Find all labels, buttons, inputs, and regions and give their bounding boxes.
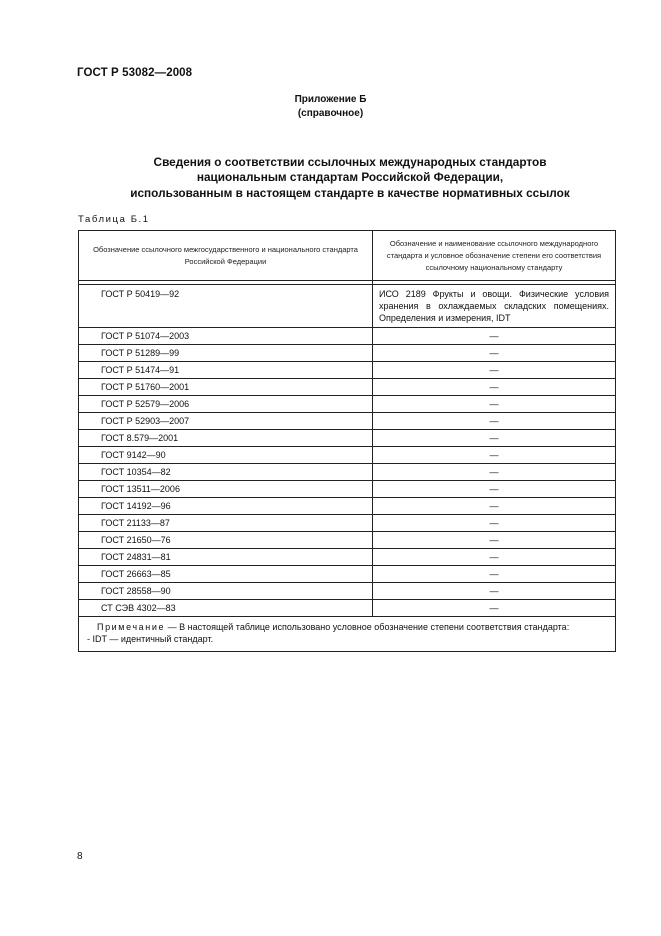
note-text: — В настоящей таблице использовано условное обозначение степени соответствия стандарта: bbox=[165, 622, 570, 632]
table-row bbox=[79, 328, 616, 345]
national-standard-code: ГОСТ 21133—87 bbox=[79, 515, 373, 532]
national-standard-code: ГОСТ 26663—85 bbox=[79, 566, 373, 583]
national-standard-code: СТ СЭВ 4302—83 bbox=[79, 600, 373, 617]
international-standard-info: — bbox=[373, 413, 616, 430]
title-line-2: национальным стандартам Российской Федерации, bbox=[196, 170, 504, 184]
table-row bbox=[79, 447, 616, 464]
table-caption: Таблица Б.1 bbox=[78, 214, 150, 225]
standards-table bbox=[78, 230, 616, 652]
appendix-type: (справочное) bbox=[297, 108, 364, 119]
international-standard-info: — bbox=[373, 515, 616, 532]
international-standard-info: — bbox=[373, 328, 616, 345]
national-standard-code: ГОСТ Р 51289—99 bbox=[79, 345, 373, 362]
national-standard-code: ГОСТ 28558—90 bbox=[79, 583, 373, 600]
national-standard-code: ГОСТ Р 51760—2001 bbox=[79, 379, 373, 396]
column-header-national: Обозначение ссылочного межгосударственного и национального стандарта Российской Федерации bbox=[79, 231, 373, 281]
table-row bbox=[79, 362, 616, 379]
national-standard-code: ГОСТ 9142—90 bbox=[79, 447, 373, 464]
national-standard-code: ГОСТ Р 52903—2007 bbox=[79, 413, 373, 430]
international-standard-info: — bbox=[373, 583, 616, 600]
national-standard-code: ГОСТ Р 52579—2006 bbox=[79, 396, 373, 413]
international-standard-info: — bbox=[373, 447, 616, 464]
table-note-row bbox=[79, 617, 616, 652]
international-standard-info: — bbox=[373, 396, 616, 413]
title-line-3: использованным в настоящем стандарте в качестве нормативных ссылок bbox=[130, 186, 570, 200]
international-standard-info: — bbox=[373, 430, 616, 447]
national-standard-code: ГОСТ Р 51474—91 bbox=[79, 362, 373, 379]
table-row bbox=[79, 430, 616, 447]
national-standard-code: ГОСТ Р 51074—2003 bbox=[79, 328, 373, 345]
international-standard-info: — bbox=[373, 549, 616, 566]
international-standard-info: — bbox=[373, 464, 616, 481]
page-number: 8 bbox=[77, 851, 83, 862]
international-standard-info: — bbox=[373, 498, 616, 515]
international-standard-info: ИСО 2189 Фрукты и овощи. Физические условия хранения в охлаждаемых складских помещениях. Определения и измерения, IDT bbox=[373, 285, 616, 328]
note-item: - IDT — идентичный стандарт. bbox=[87, 634, 214, 644]
national-standard-code: ГОСТ 13511—2006 bbox=[79, 481, 373, 498]
table-row bbox=[79, 345, 616, 362]
table-row bbox=[79, 481, 616, 498]
national-standard-code: ГОСТ 14192—96 bbox=[79, 498, 373, 515]
table-header-row bbox=[79, 231, 616, 281]
table-row bbox=[79, 285, 616, 328]
national-standard-code: ГОСТ 8.579—2001 bbox=[79, 430, 373, 447]
table-row bbox=[79, 413, 616, 430]
table-row bbox=[79, 532, 616, 549]
table-row bbox=[79, 396, 616, 413]
table-note bbox=[79, 617, 616, 652]
table-row bbox=[79, 600, 616, 617]
international-standard-info: — bbox=[373, 566, 616, 583]
appendix-label: Приложение Б bbox=[294, 94, 367, 105]
table-row bbox=[79, 583, 616, 600]
international-standard-info: — bbox=[373, 345, 616, 362]
table-row bbox=[79, 515, 616, 532]
national-standard-code: ГОСТ 21650—76 bbox=[79, 532, 373, 549]
table-row bbox=[79, 566, 616, 583]
national-standard-code: ГОСТ Р 50419—92 bbox=[79, 285, 373, 328]
table-row bbox=[79, 464, 616, 481]
note-label: Примечание bbox=[97, 622, 166, 632]
international-standard-info: — bbox=[373, 481, 616, 498]
international-standard-info: — bbox=[373, 532, 616, 549]
international-standard-info: — bbox=[373, 362, 616, 379]
national-standard-code: ГОСТ 24831—81 bbox=[79, 549, 373, 566]
table-row bbox=[79, 379, 616, 396]
international-standard-info: — bbox=[373, 379, 616, 396]
document-code: ГОСТ Р 53082—2008 bbox=[77, 67, 193, 79]
national-standard-code: ГОСТ 10354—82 bbox=[79, 464, 373, 481]
international-standard-info: — bbox=[373, 600, 616, 617]
table-row bbox=[79, 498, 616, 515]
title-line-1: Сведения о соответствии ссылочных международных стандартов bbox=[153, 155, 547, 169]
table-row bbox=[79, 549, 616, 566]
column-header-international: Обозначение и наименование ссылочного международного стандарта и условное обозначение степени его соответствия ссылочному национальному стандарту bbox=[373, 231, 616, 281]
